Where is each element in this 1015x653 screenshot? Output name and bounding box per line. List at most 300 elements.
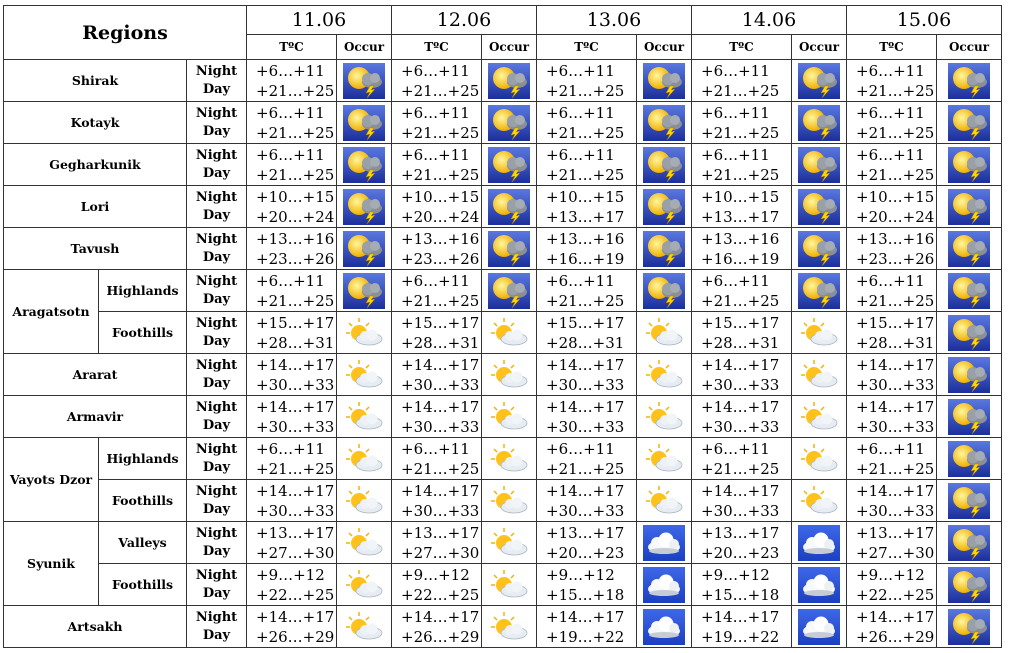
temperature-cell <box>537 522 637 564</box>
day-temp: +28…+31 <box>701 333 780 352</box>
occurrence-cell <box>937 228 1002 270</box>
sun-cloud-icon <box>488 315 530 351</box>
night-label: Night <box>195 609 238 625</box>
day-temp: +27…+30 <box>256 543 335 562</box>
temperature-cell <box>247 564 337 606</box>
sun-cloud-lightning-icon <box>643 147 685 183</box>
temperature-cell <box>247 354 337 396</box>
temperature-cell <box>847 270 937 312</box>
night-temp: +15…+17 <box>546 313 625 332</box>
temperature-cell <box>692 60 792 102</box>
night-label: Night <box>195 399 238 415</box>
temperature-cell <box>537 312 637 354</box>
sun-cloud-lightning-icon <box>948 441 990 477</box>
day-temp: +21…+25 <box>546 81 625 100</box>
occurrence-cell <box>337 438 392 480</box>
temperature-cell <box>247 438 337 480</box>
table-row <box>4 606 1002 648</box>
night-temp: +9…+12 <box>546 565 615 584</box>
period-labels <box>187 564 247 606</box>
night-temp: +14…+17 <box>256 397 335 416</box>
night-temp: +9…+12 <box>701 565 770 584</box>
night-temp: +14…+17 <box>701 481 780 500</box>
temperature-cell <box>847 102 937 144</box>
night-temp: +6…+11 <box>401 61 470 80</box>
temp-header: TºC <box>847 35 937 60</box>
period-labels <box>187 228 247 270</box>
day-temp: +21…+25 <box>701 291 780 310</box>
sun-cloud-lightning-icon <box>948 567 990 603</box>
temperature-cell <box>247 144 337 186</box>
occurrence-cell <box>337 354 392 396</box>
day-temp: +30…+33 <box>701 375 780 394</box>
temperature-cell <box>537 606 637 648</box>
occurrence-cell <box>637 102 692 144</box>
regions-header: Regions <box>4 6 247 60</box>
occurrence-cell <box>637 186 692 228</box>
day-temp: +21…+25 <box>546 291 625 310</box>
day-temp: +30…+33 <box>401 375 480 394</box>
day-label: Day <box>202 333 231 349</box>
night-label: Night <box>195 567 238 583</box>
temperature-cell <box>392 102 482 144</box>
occurrence-cell <box>337 270 392 312</box>
sun-cloud-lightning-icon <box>643 189 685 225</box>
occurrence-cell <box>937 396 1002 438</box>
sun-cloud-lightning-icon <box>948 189 990 225</box>
day-temp: +30…+33 <box>256 417 335 436</box>
day-temp: +30…+33 <box>546 501 625 520</box>
night-temp: +6…+11 <box>546 271 615 290</box>
occurrence-cell <box>937 270 1002 312</box>
occurrence-cell <box>337 186 392 228</box>
night-label: Night <box>195 525 238 541</box>
night-temp: +6…+11 <box>401 145 470 164</box>
sun-cloud-lightning-icon <box>488 273 530 309</box>
night-temp: +14…+17 <box>546 397 625 416</box>
occurrence-cell <box>937 480 1002 522</box>
night-temp: +14…+17 <box>701 397 780 416</box>
occurrence-cell <box>637 144 692 186</box>
temperature-cell <box>247 186 337 228</box>
day-label: Day <box>202 375 231 391</box>
day-label: Day <box>202 459 231 475</box>
occurrence-cell <box>482 522 537 564</box>
table-row <box>4 144 1002 186</box>
temperature-cell <box>537 60 637 102</box>
temperature-cell <box>537 354 637 396</box>
occurrence-cell <box>637 354 692 396</box>
day-temp: +22…+25 <box>401 585 480 604</box>
temperature-cell <box>692 312 792 354</box>
occurrence-cell <box>792 102 847 144</box>
sun-cloud-lightning-icon <box>948 399 990 435</box>
day-temp: +21…+25 <box>401 165 480 184</box>
occur-header: Occur <box>482 35 537 60</box>
period-labels <box>187 102 247 144</box>
temperature-cell <box>392 480 482 522</box>
temperature-cell <box>247 270 337 312</box>
table-row <box>4 564 1002 606</box>
day-temp: +21…+25 <box>856 459 935 478</box>
sun-cloud-icon <box>488 567 530 603</box>
sun-cloud-icon <box>343 567 385 603</box>
period-labels <box>187 270 247 312</box>
sun-cloud-lightning-icon <box>948 525 990 561</box>
date-header: 12.06 <box>392 6 537 35</box>
day-label: Day <box>202 627 231 643</box>
night-temp: +6…+11 <box>856 271 925 290</box>
sun-cloud-lightning-icon <box>948 609 990 645</box>
night-label: Night <box>195 231 238 247</box>
occurrence-cell <box>637 480 692 522</box>
temperature-cell <box>692 522 792 564</box>
day-temp: +26…+29 <box>256 627 335 646</box>
temperature-cell <box>692 144 792 186</box>
night-temp: +13…+17 <box>856 523 935 542</box>
occur-header: Occur <box>337 35 392 60</box>
period-labels <box>187 144 247 186</box>
day-temp: +21…+25 <box>256 123 335 142</box>
temperature-cell <box>392 60 482 102</box>
region-name: Gegharkunik <box>4 144 187 186</box>
occurrence-cell <box>792 144 847 186</box>
temperature-cell <box>392 396 482 438</box>
table-row <box>4 186 1002 228</box>
sun-cloud-icon <box>488 525 530 561</box>
sun-cloud-icon <box>643 357 685 393</box>
sun-cloud-lightning-icon <box>643 105 685 141</box>
day-temp: +30…+33 <box>701 501 780 520</box>
table-row <box>4 480 1002 522</box>
night-temp: +13…+16 <box>401 229 480 248</box>
sun-cloud-icon <box>643 315 685 351</box>
temperature-cell <box>247 522 337 564</box>
temperature-cell <box>847 186 937 228</box>
temperature-cell <box>537 102 637 144</box>
temperature-cell <box>392 312 482 354</box>
occurrence-cell <box>337 522 392 564</box>
occurrence-cell <box>482 354 537 396</box>
occurrence-cell <box>637 564 692 606</box>
occurrence-cell <box>637 270 692 312</box>
day-temp: +30…+33 <box>256 375 335 394</box>
occurrence-cell <box>482 144 537 186</box>
night-temp: +6…+11 <box>701 61 770 80</box>
temperature-cell <box>247 60 337 102</box>
clouds-icon <box>798 609 840 645</box>
sun-cloud-icon <box>798 357 840 393</box>
temperature-cell <box>692 438 792 480</box>
occurrence-cell <box>482 438 537 480</box>
day-temp: +30…+33 <box>256 501 335 520</box>
sun-cloud-lightning-icon <box>343 231 385 267</box>
occurrence-cell <box>792 270 847 312</box>
temperature-cell <box>692 354 792 396</box>
subregion-name: Foothills <box>99 564 187 606</box>
night-temp: +6…+11 <box>401 439 470 458</box>
occurrence-cell <box>482 60 537 102</box>
sun-cloud-lightning-icon <box>948 273 990 309</box>
occurrence-cell <box>337 60 392 102</box>
day-temp: +21…+25 <box>546 459 625 478</box>
temperature-cell <box>692 270 792 312</box>
occurrence-cell <box>937 144 1002 186</box>
night-temp: +6…+11 <box>546 61 615 80</box>
day-label: Day <box>202 81 231 97</box>
night-temp: +14…+17 <box>401 607 480 626</box>
temperature-cell <box>847 606 937 648</box>
temperature-cell <box>537 228 637 270</box>
temperature-cell <box>847 144 937 186</box>
occurrence-cell <box>792 354 847 396</box>
day-temp: +21…+25 <box>701 123 780 142</box>
sun-cloud-icon <box>343 441 385 477</box>
day-temp: +20…+24 <box>256 207 335 226</box>
sun-cloud-lightning-icon <box>488 189 530 225</box>
sun-cloud-lightning-icon <box>798 105 840 141</box>
day-temp: +21…+25 <box>256 459 335 478</box>
night-temp: +6…+11 <box>856 439 925 458</box>
temperature-cell <box>537 564 637 606</box>
night-temp: +13…+17 <box>546 523 625 542</box>
sun-cloud-lightning-icon <box>948 483 990 519</box>
table-row <box>4 438 1002 480</box>
day-temp: +26…+29 <box>401 627 480 646</box>
temperature-cell <box>692 396 792 438</box>
region-name: Vayots Dzor <box>4 438 99 522</box>
day-temp: +23…+26 <box>856 249 935 268</box>
sun-cloud-lightning-icon <box>798 273 840 309</box>
occurrence-cell <box>482 270 537 312</box>
night-temp: +14…+17 <box>401 481 480 500</box>
temperature-cell <box>247 228 337 270</box>
occurrence-cell <box>482 228 537 270</box>
night-temp: +14…+17 <box>401 355 480 374</box>
temp-header: TºC <box>537 35 637 60</box>
night-temp: +6…+11 <box>701 145 770 164</box>
temperature-cell <box>692 480 792 522</box>
occurrence-cell <box>792 480 847 522</box>
sun-cloud-lightning-icon <box>643 273 685 309</box>
subregion-name: Foothills <box>99 480 187 522</box>
temperature-cell <box>247 480 337 522</box>
night-temp: +14…+17 <box>546 481 625 500</box>
table-row <box>4 102 1002 144</box>
occurrence-cell <box>337 480 392 522</box>
subregion-name: Highlands <box>99 270 187 312</box>
day-temp: +22…+25 <box>856 585 935 604</box>
sun-cloud-icon <box>798 399 840 435</box>
sun-cloud-icon <box>343 399 385 435</box>
temperature-cell <box>847 354 937 396</box>
day-temp: +21…+25 <box>256 81 335 100</box>
table-row <box>4 270 1002 312</box>
table-row <box>4 522 1002 564</box>
day-temp: +28…+31 <box>546 333 625 352</box>
night-temp: +13…+17 <box>401 523 480 542</box>
occurrence-cell <box>937 564 1002 606</box>
day-temp: +15…+18 <box>546 585 625 604</box>
sun-cloud-lightning-icon <box>643 231 685 267</box>
temperature-cell <box>847 522 937 564</box>
sun-cloud-lightning-icon <box>343 189 385 225</box>
day-temp: +21…+25 <box>856 291 935 310</box>
occurrence-cell <box>937 102 1002 144</box>
occurrence-cell <box>637 312 692 354</box>
occurrence-cell <box>637 522 692 564</box>
night-temp: +6…+11 <box>256 61 325 80</box>
occurrence-cell <box>937 186 1002 228</box>
day-temp: +30…+33 <box>401 501 480 520</box>
temperature-cell <box>392 354 482 396</box>
subregion-name: Foothills <box>99 312 187 354</box>
occurrence-cell <box>792 438 847 480</box>
table-row <box>4 228 1002 270</box>
sun-cloud-icon <box>488 399 530 435</box>
sun-cloud-lightning-icon <box>488 147 530 183</box>
table-row <box>4 60 1002 102</box>
subregion-name: Valleys <box>99 522 187 564</box>
region-name: Tavush <box>4 228 187 270</box>
day-temp: +30…+33 <box>701 417 780 436</box>
region-name: Ararat <box>4 354 187 396</box>
day-label: Day <box>202 165 231 181</box>
day-temp: +19…+22 <box>546 627 625 646</box>
night-temp: +6…+11 <box>856 61 925 80</box>
night-temp: +14…+17 <box>256 481 335 500</box>
occurrence-cell <box>937 606 1002 648</box>
temperature-cell <box>537 438 637 480</box>
night-temp: +6…+11 <box>546 439 615 458</box>
sun-cloud-icon <box>488 441 530 477</box>
date-header: 14.06 <box>692 6 847 35</box>
sun-cloud-icon <box>488 609 530 645</box>
day-temp: +16…+19 <box>546 249 625 268</box>
period-labels <box>187 60 247 102</box>
sun-cloud-icon <box>343 609 385 645</box>
day-label: Day <box>202 207 231 223</box>
night-temp: +9…+12 <box>856 565 925 584</box>
occurrence-cell <box>792 606 847 648</box>
table-row <box>4 312 1002 354</box>
temperature-cell <box>692 606 792 648</box>
night-label: Night <box>195 105 238 121</box>
night-temp: +14…+17 <box>256 607 335 626</box>
occurrence-cell <box>482 396 537 438</box>
occurrence-cell <box>937 522 1002 564</box>
occurrence-cell <box>337 228 392 270</box>
night-temp: +13…+16 <box>256 229 335 248</box>
sun-cloud-lightning-icon <box>948 357 990 393</box>
sun-cloud-lightning-icon <box>343 147 385 183</box>
day-temp: +22…+25 <box>256 585 335 604</box>
temp-header: TºC <box>247 35 337 60</box>
night-label: Night <box>195 441 238 457</box>
occur-header: Occur <box>792 35 847 60</box>
temperature-cell <box>847 564 937 606</box>
sun-cloud-icon <box>643 441 685 477</box>
temperature-cell <box>392 228 482 270</box>
night-temp: +13…+16 <box>701 229 780 248</box>
day-temp: +26…+29 <box>856 627 935 646</box>
occurrence-cell <box>937 438 1002 480</box>
night-temp: +6…+11 <box>701 439 770 458</box>
temp-header: TºC <box>692 35 792 60</box>
night-temp: +15…+17 <box>401 313 480 332</box>
night-temp: +14…+17 <box>856 355 935 374</box>
temperature-cell <box>537 270 637 312</box>
night-label: Night <box>195 189 238 205</box>
day-temp: +21…+25 <box>701 459 780 478</box>
clouds-icon <box>643 525 685 561</box>
sun-cloud-lightning-icon <box>948 105 990 141</box>
day-temp: +21…+25 <box>546 123 625 142</box>
sun-cloud-lightning-icon <box>343 63 385 99</box>
temp-header: TºC <box>392 35 482 60</box>
day-temp: +28…+31 <box>856 333 935 352</box>
occurrence-cell <box>792 564 847 606</box>
temperature-cell <box>392 438 482 480</box>
sun-cloud-icon <box>798 483 840 519</box>
day-temp: +30…+33 <box>856 417 935 436</box>
night-temp: +14…+17 <box>546 607 625 626</box>
day-label: Day <box>202 543 231 559</box>
day-temp: +21…+25 <box>401 291 480 310</box>
occurrence-cell <box>337 396 392 438</box>
temperature-cell <box>692 186 792 228</box>
day-temp: +21…+25 <box>401 81 480 100</box>
temperature-cell <box>392 270 482 312</box>
day-label: Day <box>202 249 231 265</box>
period-labels <box>187 522 247 564</box>
clouds-icon <box>798 525 840 561</box>
occurrence-cell <box>792 396 847 438</box>
clouds-icon <box>643 609 685 645</box>
temperature-cell <box>392 564 482 606</box>
occur-header: Occur <box>637 35 692 60</box>
temperature-cell <box>392 522 482 564</box>
night-temp: +6…+11 <box>856 145 925 164</box>
night-temp: +10…+15 <box>546 187 625 206</box>
night-temp: +13…+17 <box>256 523 335 542</box>
day-temp: +30…+33 <box>401 417 480 436</box>
occurrence-cell <box>637 606 692 648</box>
sun-cloud-lightning-icon <box>343 105 385 141</box>
occurrence-cell <box>337 144 392 186</box>
occurrence-cell <box>792 60 847 102</box>
day-temp: +28…+31 <box>256 333 335 352</box>
day-temp: +21…+25 <box>256 165 335 184</box>
sun-cloud-icon <box>343 483 385 519</box>
night-temp: +14…+17 <box>546 355 625 374</box>
temperature-cell <box>392 144 482 186</box>
day-temp: +20…+24 <box>401 207 480 226</box>
day-temp: +21…+25 <box>401 123 480 142</box>
day-temp: +21…+25 <box>701 165 780 184</box>
temperature-cell <box>392 606 482 648</box>
temperature-cell <box>537 480 637 522</box>
day-temp: +27…+30 <box>401 543 480 562</box>
date-header: 11.06 <box>247 6 392 35</box>
temperature-cell <box>537 144 637 186</box>
day-temp: +23…+26 <box>256 249 335 268</box>
region-name: Syunik <box>4 522 99 606</box>
day-temp: +20…+23 <box>546 543 625 562</box>
night-temp: +6…+11 <box>401 271 470 290</box>
day-temp: +27…+30 <box>856 543 935 562</box>
night-temp: +14…+17 <box>256 355 335 374</box>
